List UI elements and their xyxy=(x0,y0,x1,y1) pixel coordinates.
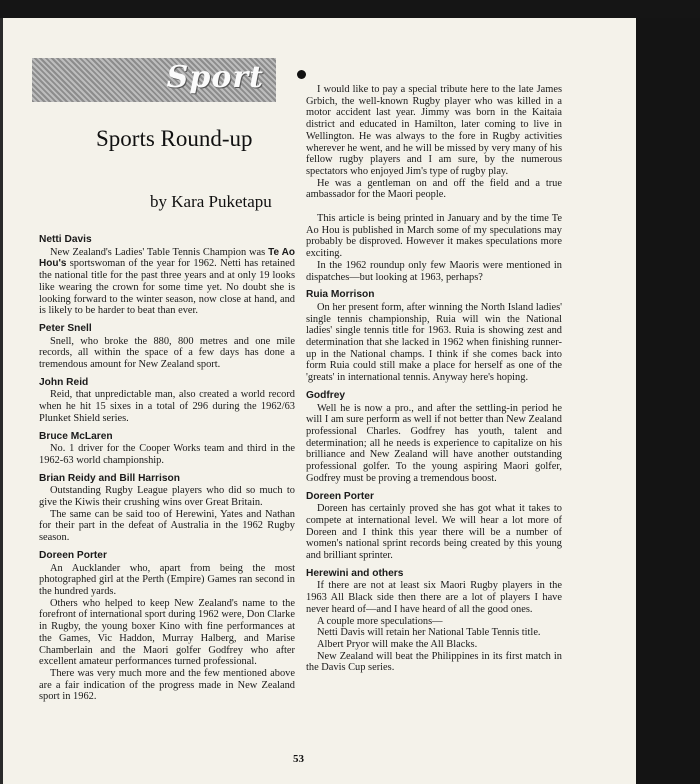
paragraph: On her present form, after winning the North Island ladies' single tennis championship, Ruia will win the National ladies' single tennis title for 1963. Ruia is showing zest and determination that she lacked in 1962 when finishing runner-up in the National champs. I think if she comes back into form Ruia could still make a place for herself as one of the 'greats' in international tennis. Anyway here's hoping. xyxy=(306,301,562,384)
banner-title: Sport xyxy=(166,60,264,95)
paragraph: I would like to pay a special tribute here to the late James Grbich, the well-known Rugby player who was killed in a motor accident last year. Jimmy was born in the Kaitaia district and educated in Hamilton, later coming to live in Wellington. He was always to the fore in Rugby activities wherever he went, and he will be missed by very many of his fellow rugby players and I am sure, by the numerous spectators who enjoyed Jim's type of rugby play. xyxy=(306,84,562,177)
section-heading: Godfrey xyxy=(306,389,346,401)
paragraph: No. 1 driver for the Cooper Works team and third in the 1962-63 world championship. xyxy=(39,443,295,466)
section-heading: Herewini and others xyxy=(306,567,404,579)
section-heading: Peter Snell xyxy=(39,322,92,334)
sport-banner xyxy=(32,58,276,102)
page-left-edge xyxy=(0,18,3,784)
section-heading: Brian Reidy and Bill Harrison xyxy=(39,472,180,484)
paragraph: The same can be said too of Herewini, Yates and Nathan for their part in the defeat of Australia in the 1962 Rugby season. xyxy=(39,508,295,544)
page-number: 53 xyxy=(293,753,304,765)
paragraph: An Aucklander who, apart from being the most photographed girl at the Perth (Empire) Games ran second in the hundred yards. xyxy=(39,562,295,597)
paragraph: Well he is now a pro., and after the settling-in period he will I am sure perform as well if not better than New Zealand professional Charles. Godfrey has youth, talent and determination; all he needs is experience to capitalize on his brilliance and New Zealand will have another outstanding professional golfer. To the young aspiring Maori golfer, Godfrey must be proving a tremendous boost. xyxy=(306,402,562,484)
bold-magazine-name: Te Ao Hou's xyxy=(39,246,295,270)
paragraph: In the 1962 roundup only few Maoris were mentioned in dispatches—but looking at 1963, perhaps? xyxy=(306,259,562,283)
paragraph: A couple more speculations— xyxy=(317,615,443,627)
section-heading: Doreen Porter xyxy=(306,490,374,502)
section-heading: John Reid xyxy=(39,376,89,388)
paragraph: Reid, that unpredictable man, also created a world record when he hit 15 sixes in a total of 296 during the 1962/63 Plunket Shield series. xyxy=(39,389,295,424)
paragraph: Outstanding Rugby League players who did so much to give the Kiwis their crushing wins over Great Britain. xyxy=(39,485,295,509)
paragraph: He was a gentleman on and off the field and a true ambassador for the Maori people. xyxy=(306,177,562,201)
left-column xyxy=(39,234,295,703)
section-heading: Netti Davis xyxy=(39,234,92,245)
article-headline: Sports Round-up xyxy=(96,126,253,151)
section-heading: Doreen Porter xyxy=(39,549,107,561)
paragraph: Others who helped to keep New Zealand's name to the forefront of international sport during 1962 were, Don Clarke in Rugby, the young boxer Kino with fine performances at the Games, Vic Haddon, Murray Halberg, and Marise Chamberlain and the Maori golfer Godfrey who after excellent amateur performances turned professional. xyxy=(39,597,295,668)
section-heading: Bruce McLaren xyxy=(39,430,113,442)
paragraph: Netti Davis will retain her National Table Tennis title. xyxy=(317,627,541,639)
scan-border xyxy=(636,18,700,784)
paragraph: Snell, who broke the 880, 800 metres and one mile records, all within the space of a few days has done a tremendous amount for New Zealand sport. xyxy=(39,335,295,371)
right-column xyxy=(306,84,562,674)
paragraph: New Zealand will beat the Philippines in its first match in the Davis Cup series. xyxy=(306,650,562,674)
article-byline: by Kara Puketapu xyxy=(150,192,272,211)
section-heading: Ruia Morrison xyxy=(306,289,375,301)
paragraph: If there are not at least six Maori Rugby players in the 1963 All Black side then there are a lot of players I have never heard of—and I have heard of all the good ones. xyxy=(306,580,562,615)
paragraph: This article is being printed in January and by the time Te Ao Hou is published in March some of my speculations may probably be disproved. However it makes speculations more exciting. xyxy=(306,213,562,260)
paragraph: New Zealand's Ladies' Table Tennis Champion was Te Ao Hou's sportswoman of the year for 1962. Netti has retained the national title for the past three years and at only 19 looks like wearing the crown for some time yet. No doubt she is looking forward to the winter season, now close at hand, and is likely to be harder to beat than ever. xyxy=(39,246,295,317)
paragraph: Doreen has certainly proved she has got what it takes to compete at international level. We will hear a lot more of Doreen and I think this year there will be a number of women's national sprint records being created by this young and brilliant sprinter. xyxy=(306,503,562,562)
spacer xyxy=(306,201,562,213)
bullet-dot xyxy=(297,70,306,79)
paragraph: There was very much more and the few mentioned above are a fair indication of the progress made in New Zealand sport in 1962. xyxy=(39,667,295,703)
paragraph: Albert Pryor will make the All Blacks. xyxy=(317,638,478,650)
